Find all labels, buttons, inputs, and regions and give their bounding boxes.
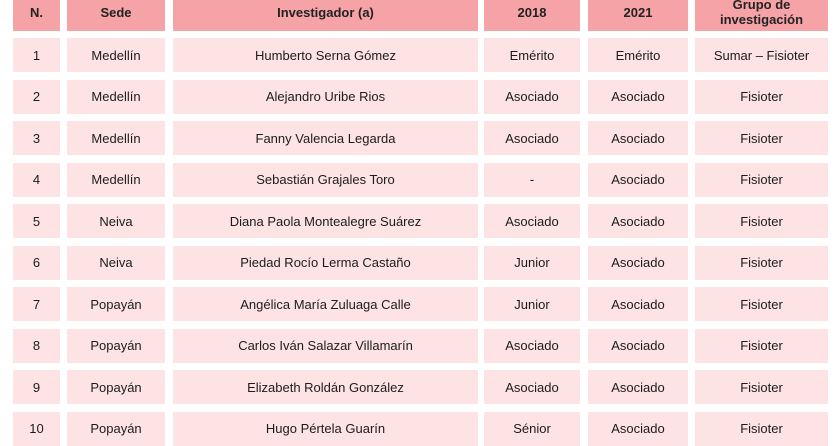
cell-2018: - [484,163,580,197]
cell-2018: Sénior [484,412,580,446]
cell-2021: Asociado [588,370,688,404]
cell-grupo: Fisioter [695,287,828,321]
cell-grupo: Sumar – Fisioter [695,38,828,72]
cell-2018: Emérito [484,38,580,72]
cell-2018: Asociado [484,370,580,404]
cell-number: 9 [13,370,60,404]
cell-2018: Asociado [484,80,580,114]
cell-2021: Asociado [588,80,688,114]
cell-sede: Popayán [67,370,165,404]
cell-sede: Medellín [67,163,165,197]
cell-investigador: Diana Paola Montealegre Suárez [173,204,478,238]
cell-2021: Asociado [588,287,688,321]
cell-2021: Emérito [588,38,688,72]
cell-grupo: Fisioter [695,329,828,363]
cell-2018: Asociado [484,329,580,363]
header-grupo: Grupo de investigación [695,0,828,31]
cell-2021: Asociado [588,204,688,238]
cell-number: 3 [13,121,60,155]
cell-grupo: Fisioter [695,412,828,446]
cell-number: 1 [13,38,60,72]
cell-number: 10 [13,412,60,446]
cell-number: 4 [13,163,60,197]
cell-sede: Popayán [67,329,165,363]
cell-2021: Asociado [588,246,688,280]
cell-investigador: Carlos Iván Salazar Villamarín [173,329,478,363]
header-sede: Sede [67,0,165,31]
cell-2021: Asociado [588,329,688,363]
cell-investigador: Alejandro Uribe Rios [173,80,478,114]
cell-investigador: Fanny Valencia Legarda [173,121,478,155]
cell-sede: Medellín [67,38,165,72]
cell-grupo: Fisioter [695,121,828,155]
cell-number: 7 [13,287,60,321]
cell-2018: Junior [484,287,580,321]
cell-investigador: Hugo Pértela Guarín [173,412,478,446]
header-number: N. [13,0,60,31]
cell-investigador: Piedad Rocío Lerma Castaño [173,246,478,280]
cell-sede: Neiva [67,204,165,238]
cell-grupo: Fisioter [695,204,828,238]
cell-investigador: Sebastián Grajales Toro [173,163,478,197]
cell-number: 2 [13,80,60,114]
header-2021: 2021 [588,0,688,31]
cell-grupo: Fisioter [695,80,828,114]
cell-grupo: Fisioter [695,246,828,280]
cell-sede: Popayán [67,412,165,446]
header-investigador: Investigador (a) [173,0,478,31]
cell-investigador: Angélica María Zuluaga Calle [173,287,478,321]
cell-grupo: Fisioter [695,163,828,197]
cell-2018: Junior [484,246,580,280]
cell-number: 6 [13,246,60,280]
cell-2021: Asociado [588,163,688,197]
cell-sede: Medellín [67,121,165,155]
table-header-row [0,0,840,31]
cell-sede: Popayán [67,287,165,321]
cell-2018: Asociado [484,121,580,155]
cell-2021: Asociado [588,412,688,446]
cell-2021: Asociado [588,121,688,155]
cell-investigador: Humberto Serna Gómez [173,38,478,72]
cell-sede: Medellín [67,80,165,114]
cell-investigador: Elizabeth Roldán González [173,370,478,404]
header-2018: 2018 [484,0,580,31]
cell-sede: Neiva [67,246,165,280]
cell-2018: Asociado [484,204,580,238]
cell-number: 5 [13,204,60,238]
cell-number: 8 [13,329,60,363]
cell-grupo: Fisioter [695,370,828,404]
